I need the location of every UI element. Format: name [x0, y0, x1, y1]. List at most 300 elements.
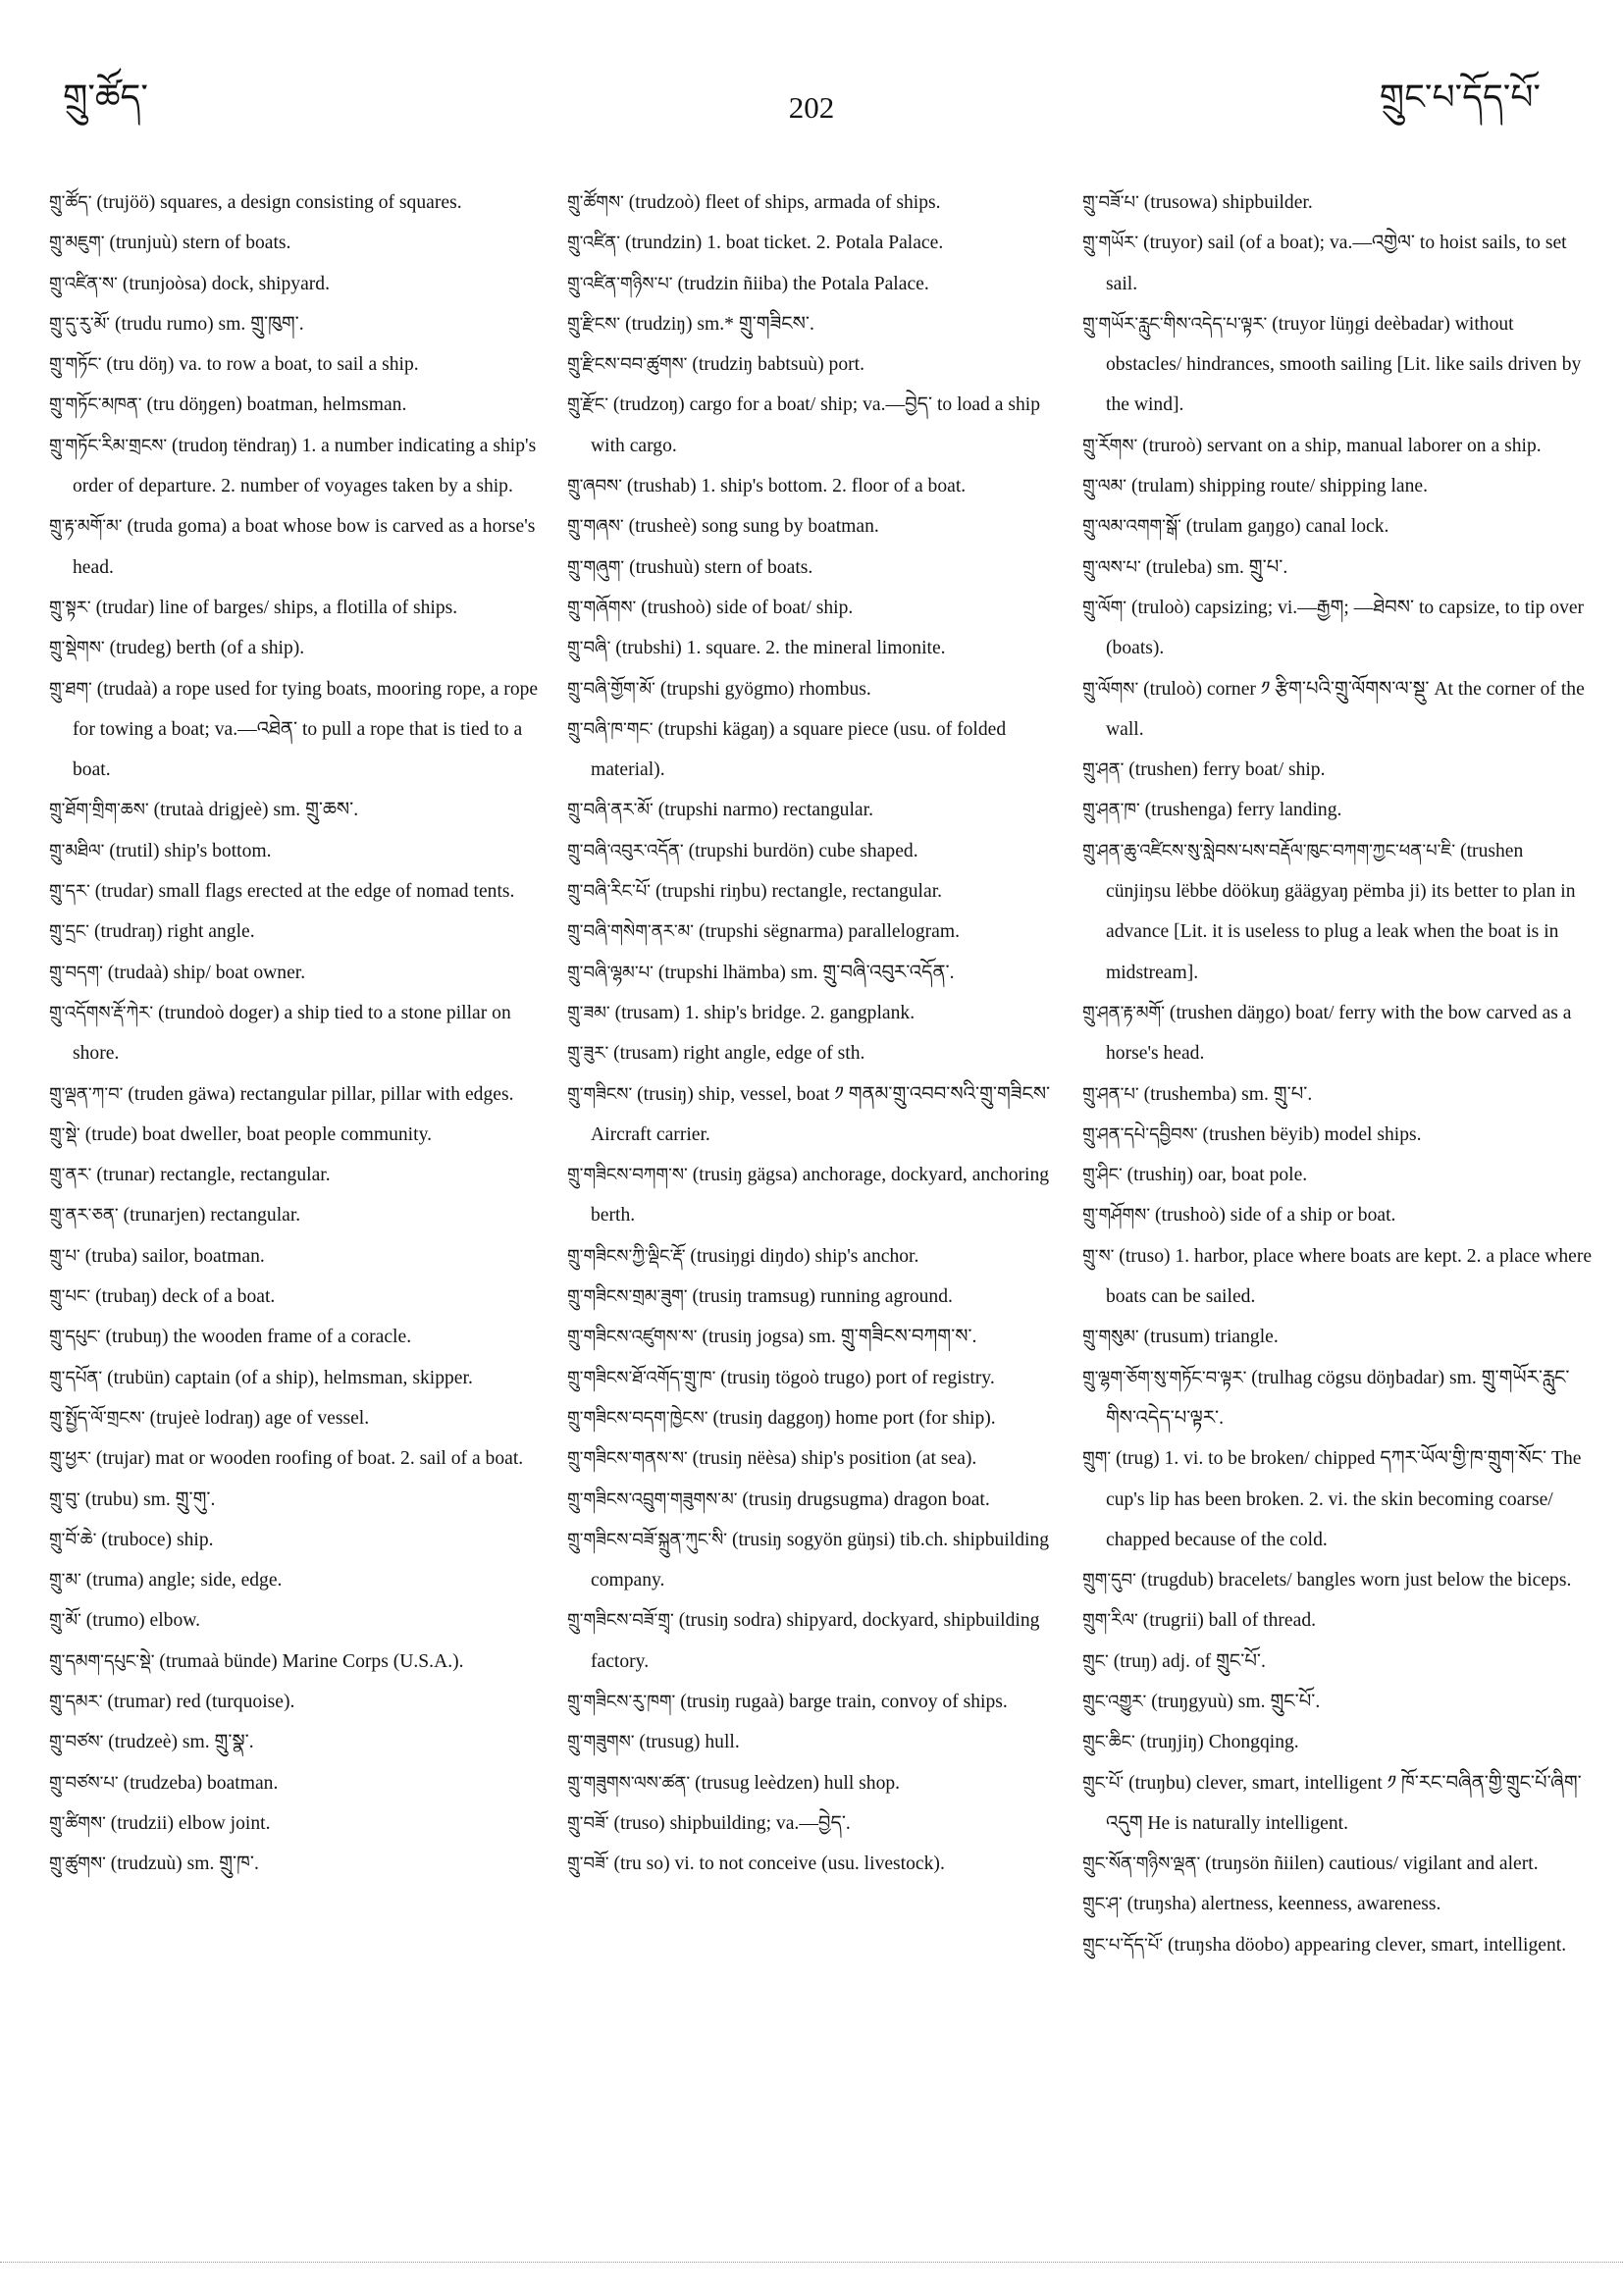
dictionary-entry [1082, 1155, 1593, 1195]
entry-headword: གྲུ་ཚོགས་ [567, 192, 624, 213]
dictionary-entry [1082, 223, 1593, 304]
entry-headword: གྲུ་པང་ [49, 1286, 91, 1308]
dictionary-entry [49, 1438, 545, 1479]
dictionary-entry [1082, 588, 1593, 669]
entry-headword: གྲུ་ཤན་རྟ་མགོ་ [1082, 1002, 1166, 1023]
entry-definition: (trusiŋ tögoò trugo) port of registry. [720, 1367, 995, 1388]
entry-headword: གྲུ་གཟིངས་བདག་ཁྱེངས་ [567, 1407, 708, 1429]
entry-definition: (trushiŋ) oar, boat pole. [1126, 1165, 1308, 1186]
dictionary-entry [567, 912, 1063, 952]
entry-headword: གྲུང་པ་དོད་པོ་ [1082, 1934, 1164, 1956]
entry-definition: (trusiŋgi diŋdo) ship's anchor. [690, 1245, 919, 1267]
entry-definition: (trugrii) ball of thread. [1142, 1610, 1317, 1632]
entry-definition: (trulam) shipping route/ shipping lane. [1130, 476, 1428, 497]
entry-headword: གྲུ་བཞི་རིང་པོ་ [567, 881, 652, 903]
dictionary-entry [49, 1763, 545, 1803]
dictionary-entry [567, 1033, 1063, 1073]
entry-definition: (trupshi lhämba) sm. གྲུ་བཞི་འབུར་འདོན་. [657, 962, 955, 983]
entry-headword: གྲུ་འདོགས་རྡོ་ཀེར་ [49, 1002, 154, 1023]
entry-headword: གྲུ་ལམ་ [1082, 476, 1127, 497]
dictionary-entry [567, 709, 1063, 791]
dictionary-entry [567, 1844, 1063, 1884]
dictionary-entry [567, 790, 1063, 830]
entry-headword: གྲུ་ཐག་ [49, 678, 92, 700]
dictionary-entry [49, 223, 545, 263]
entry-headword: གྲུ་མཇུག་ [49, 233, 105, 254]
entry-headword: གྲུ་བཞི་ཁ་གང་ [567, 718, 654, 740]
entry-headword: གྲུ་མ་ [49, 1570, 81, 1592]
entry-headword: གྲུ་གཟིངས་ཐོ་འགོད་གྲུ་ཁ་ [567, 1367, 716, 1388]
entry-headword: གྲུ་ཤན་ཁ་ [1082, 800, 1140, 821]
entry-definition: (trushen cünjiŋsu lëbbe döökuŋ gäägyaŋ pëmba ji) its better to plan in advance [Lit. it is useless to plug a leak when the boat is in midstream]. [1106, 840, 1576, 983]
entry-headword: གྲུ་ལོག་ [1082, 597, 1127, 618]
entry-definition: (trushuù) stern of boats. [629, 556, 813, 578]
entry-headword: གྲུ་བཞི་ནར་མོ་ [567, 800, 654, 821]
entry-headword: གྲུ་བུ་ [49, 1488, 80, 1510]
dictionary-entry [49, 953, 545, 993]
entry-definition: (trusam) 1. ship's bridge. 2. gangplank. [614, 1002, 916, 1023]
entry-definition: (trundoò doger) a ship tied to a stone pillar on shore. [73, 1002, 511, 1065]
entry-headword: གྲུ་དྲང་ [49, 921, 90, 943]
dictionary-entry [49, 588, 545, 628]
dictionary-entry [49, 1722, 545, 1762]
dictionary-entry [49, 1803, 545, 1844]
entry-definition: (trupshi burdön) cube shaped. [688, 840, 918, 861]
dictionary-entry [49, 1480, 545, 1520]
entry-headword: གྲུ་གཞས་ [567, 516, 624, 538]
dictionary-entry [49, 1398, 545, 1438]
entry-headword: གྲུ་མཐིལ་ [49, 840, 105, 861]
dictionary-entry [49, 790, 545, 830]
entry-definition: (trudzeè) sm. གྲུ་སྣ་. [108, 1732, 254, 1753]
entry-headword: གྲུ་གཟིངས་ [567, 1083, 633, 1105]
page-footer-rule [0, 2262, 1623, 2267]
entry-definition: (trubshi) 1. square. 2. the mineral limonite. [615, 638, 946, 659]
entry-headword: གྲུ་བཞི་ལྷམ་པ་ [567, 962, 654, 983]
dictionary-entry [49, 1600, 545, 1641]
entry-definition: (trumar) red (turquoise). [107, 1691, 295, 1712]
entry-definition: (trutil) ship's bottom. [109, 840, 272, 861]
entry-headword: གྲུ་སྟར་ [49, 597, 91, 618]
dictionary-entry [49, 1844, 545, 1884]
entry-definition: (trushemba) sm. གྲུ་པ་. [1143, 1083, 1313, 1105]
entry-headword: གྲུ་གཟིངས་གནས་ས་ [567, 1448, 688, 1470]
entry-headword: གྲུ་ནར་ཅན་ [49, 1205, 119, 1226]
entry-headword: གྲུ་གཟིངས་རུ་ཁག་ [567, 1691, 676, 1712]
entry-definition: (trushen) ferry boat/ ship. [1128, 759, 1326, 781]
entry-headword: གྲུ་དར་ [49, 881, 90, 903]
entry-headword: གྲུ་དམག་དཔུང་སྡེ་ [49, 1650, 155, 1672]
entry-definition: (trulhag cögsu döŋbadar) sm. གྲུ་གཡོར་རླུང་གིས་འདེད་པ་ལྟར་. [1106, 1367, 1570, 1429]
dictionary-entry [49, 1520, 545, 1560]
entry-headword: གྲུག་རིལ་ [1082, 1610, 1138, 1632]
dictionary-entry [567, 993, 1063, 1033]
dictionary-entry [1082, 1358, 1593, 1439]
entry-headword: གྲུ་པ་ [49, 1245, 80, 1267]
entry-definition: (truyor lüŋgi deèbadar) without obstacles/ hindrances, smooth sailing [Lit. like sails driven by the wind]. [1106, 313, 1582, 416]
entry-headword: གྲུ་དམར་ [49, 1691, 103, 1712]
entry-definition: (trusiŋ) ship, vessel, boat ༡ གནམ་གྲུ་འབབ་སའི་གྲུ་གཟིངས་ Aircraft carrier. [591, 1083, 1051, 1145]
entry-headword: གྲུ་འཛིན་ས་ [49, 273, 118, 294]
entry-headword: གྲུང་ [1082, 1650, 1109, 1672]
entry-headword: གྲུང་སོན་གཉིས་ལྡན་ [1082, 1853, 1201, 1875]
entry-headword: གྲུ་ས་ [1082, 1245, 1115, 1267]
entry-definition: (trusiŋ nëèsa) ship's position (at sea). [692, 1448, 977, 1470]
dictionary-entry [49, 1682, 545, 1722]
dictionary-entry [49, 871, 545, 912]
entry-definition: (truŋ) adj. of གྲུང་པོ་. [1113, 1650, 1266, 1672]
dictionary-entry [567, 1480, 1063, 1520]
page-number: 202 [788, 90, 835, 125]
entry-headword: གྲུ་བཟོ་ [567, 1812, 609, 1834]
entry-headword: གྲུ་སྡེགས་ [49, 638, 105, 659]
entry-headword: གྲུ་ནར་ [49, 1165, 92, 1186]
dictionary-entry [567, 223, 1063, 263]
entry-definition: (trushen bëyib) model ships. [1202, 1123, 1422, 1145]
entry-definition: (trumaà bünde) Marine Corps (U.S.A.). [159, 1650, 464, 1672]
entry-headword: གྲུ་གཟིངས་བཀག་ས་ [567, 1165, 688, 1186]
entry-definition: (trujar) mat or wooden roofing of boat. 2. sail of a boat. [95, 1448, 524, 1470]
entry-headword: གྲུ་གཤོགས་ [1082, 1205, 1151, 1226]
entry-headword: གྲུ་ཤིང་ [1082, 1165, 1123, 1186]
dictionary-entry [1082, 426, 1593, 466]
dictionary-entry [567, 385, 1063, 466]
dictionary-entry [49, 912, 545, 952]
entry-headword: གྲུ་གཟུགས་ [567, 1732, 635, 1753]
entry-headword: གྲུང་པོ་ [1082, 1772, 1125, 1794]
entry-headword: གྲུ་ཤན་ [1082, 759, 1125, 781]
dictionary-entry [49, 1317, 545, 1357]
entry-definition: (truŋsha döobo) appearing clever, smart, intelligent. [1168, 1934, 1567, 1956]
entry-definition: (truyor) sail (of a boat); va.—འགྱེལ་ to hoist sails, to set sail. [1106, 233, 1567, 294]
entry-definition: (trubün) captain (of a ship), helmsman, skipper. [107, 1367, 473, 1388]
entry-headword: གྲུ་གཟིངས་འཛུགས་ས་ [567, 1327, 698, 1348]
entry-headword: གྲུ་གཟིངས་བཟོ་གྲྭ་ [567, 1610, 674, 1632]
dictionary-entry [1082, 1682, 1593, 1722]
entry-definition: (trudu rumo) sm. གྲུ་ཁུག་. [114, 313, 304, 335]
entry-definition: (truloò) capsizing; vi.—རྒྱག; —ཐེབས་ to capsize, to tip over (boats). [1106, 597, 1585, 659]
dictionary-entry [567, 1358, 1063, 1398]
entry-headword: གྲུ་བཟོ་པ་ [1082, 192, 1139, 213]
dictionary-entry [1082, 831, 1593, 993]
dictionary-entry [567, 304, 1063, 344]
dictionary-entry [1082, 1438, 1593, 1560]
entry-headword: གྲུ་རོགས་ [1082, 435, 1138, 456]
dictionary-entry [567, 1074, 1063, 1156]
dictionary-entry [567, 953, 1063, 993]
entry-definition: (trusiŋ drugsugma) dragon boat. [742, 1488, 990, 1510]
dictionary-entry [567, 344, 1063, 385]
dictionary-entry [1082, 790, 1593, 830]
entry-definition: (trusowa) shipbuilder. [1143, 192, 1313, 213]
dictionary-entry [567, 183, 1063, 223]
entry-definition: (trushen däŋgo) boat/ ferry with the bow carved as a horse's head. [1106, 1002, 1572, 1065]
entry-definition: (trushoò) side of boat/ ship. [641, 597, 854, 618]
entry-definition: (truŋbu) clever, smart, intelligent ༡ ཁོ་རང་བཞིན་གྱི་གྲུང་པོ་ཞིག་འདུག He is naturally intelligent. [1106, 1772, 1582, 1834]
entry-headword: གྲུ་བཞི་ [567, 638, 611, 659]
column-3 [1082, 183, 1593, 1965]
dictionary-entry [49, 1642, 545, 1682]
entry-headword: གྲུ་ཟུར་ [567, 1043, 609, 1065]
entry-definition: (truma) angle; side, edge. [85, 1570, 283, 1592]
entry-headword: གྲུ་ལས་པ་ [1082, 556, 1141, 578]
dictionary-entry [567, 669, 1063, 709]
dictionary-entry [49, 1236, 545, 1277]
entry-headword: གྲུ་གཡོར་ [1082, 233, 1139, 254]
entry-definition: (tru döŋ) va. to row a boat, to sail a ship. [106, 354, 419, 376]
entry-definition: (trudziŋ babtsuù) port. [692, 354, 864, 376]
dictionary-entry [567, 466, 1063, 506]
column-1 [49, 183, 545, 1884]
entry-headword: གྲུ་སྤྱོད་ལོ་གྲངས་ [49, 1407, 145, 1429]
dictionary-entry [1082, 993, 1593, 1074]
entry-definition: (trusiŋ daggoŋ) home port (for ship). [712, 1407, 996, 1429]
entry-definition: (trudzin ñiiba) the Potala Palace. [677, 273, 929, 294]
entry-headword: གྲུ་ཚུགས་ [49, 1853, 106, 1875]
entry-definition: (trupshi narmo) rectangular. [657, 800, 873, 821]
entry-definition: (trunarjen) rectangular. [123, 1205, 301, 1226]
entry-definition: (tru so) vi. to not conceive (usu. livestock). [613, 1853, 945, 1875]
entry-definition: (trusug) hull. [639, 1732, 740, 1753]
entry-headword: གྲུ་བདག་ [49, 962, 103, 983]
entry-definition: (trusiŋ jogsa) sm. གྲུ་གཟིངས་བཀག་ས་. [702, 1327, 977, 1348]
dictionary-entry [567, 1398, 1063, 1438]
entry-definition: (trusiŋ sogyön güŋsi) tib.ch. shipbuilding company. [591, 1529, 1050, 1592]
dictionary-entry [567, 1520, 1063, 1601]
entry-headword: གྲུང་ཤ་ [1082, 1894, 1123, 1915]
entry-definition: (truŋsha) alertness, keenness, awareness. [1126, 1894, 1441, 1915]
entry-headword: གྲུག་ [1082, 1448, 1112, 1470]
entry-definition: (tru döŋgen) boatman, helmsman. [146, 394, 407, 416]
entry-definition: (trunjoòsa) dock, shipyard. [122, 273, 330, 294]
entry-definition: (trudar) line of barges/ ships, a flotilla of ships. [95, 597, 458, 618]
dictionary-entry [567, 1682, 1063, 1722]
entry-headword: གྲུ་ཐོག་གྲིག་ཆས་ [49, 800, 149, 821]
entry-definition: (trudaà) ship/ boat owner. [107, 962, 306, 983]
dictionary-entry [49, 1115, 545, 1155]
dictionary-entry [567, 1600, 1063, 1682]
entry-definition: (trutaà drigjeè) sm. གྲུ་ཆས་. [153, 800, 359, 821]
entry-definition: (trusiŋ gägsa) anchorage, dockyard, anchoring berth. [591, 1165, 1050, 1226]
entry-definition: (truŋjiŋ) Chongqing. [1139, 1732, 1299, 1753]
entry-definition: (trujöö) squares, a design consisting of squares. [96, 192, 462, 213]
dictionary-entry [567, 1317, 1063, 1357]
entry-headword: གྲུ་བཞི་འབུར་འདོན་ [567, 840, 684, 861]
entry-headword: གྲུ་ཚོད་ [49, 192, 92, 213]
entry-definition: (trudziŋ) sm.* གྲུ་གཟིངས་. [625, 313, 814, 335]
dictionary-entry [1082, 1642, 1593, 1682]
entry-headword: གྲུ་ཤན་ཆུ་འཛིངས་སུ་སླེབས་པས་བརྡོལ་ཁུང་བཀག་ཀྱང་ཕན་པ་ཇི་ [1082, 840, 1456, 861]
entry-headword: གྲུ་ཤན་དཔེ་དབྱིབས་ [1082, 1123, 1198, 1145]
dictionary-entry [1082, 183, 1593, 223]
column-2 [567, 183, 1063, 1884]
dictionary-entry [567, 548, 1063, 588]
entry-definition: (trupshi gyögmo) rhombus. [659, 678, 871, 700]
entry-definition: (trudraŋ) right angle. [93, 921, 255, 943]
dictionary-entry [49, 1074, 545, 1115]
entry-definition: (trudzii) elbow joint. [110, 1812, 271, 1834]
entry-headword: གྲུ་རྫོང་ [567, 394, 608, 416]
entry-definition: (trudar) small flags erected at the edge of nomad tents. [94, 881, 515, 903]
entry-definition: (trupshi sëgnarma) parallelogram. [698, 921, 961, 943]
entry-headword: གྲུ་ཚིགས་ [49, 1812, 106, 1834]
dictionary-entry [1082, 1925, 1593, 1965]
entry-headword: གྲུག་དུབ་ [1082, 1570, 1136, 1592]
entry-headword: གྲུ་དཔུང་ [49, 1327, 101, 1348]
header-left-headword: གྲུ་ཚོད་ [63, 78, 148, 118]
entry-headword: གྲུ་རྫིངས་བབ་ཚུགས་ [567, 354, 688, 376]
entry-headword: གྲུ་རྫིངས་ [567, 313, 621, 335]
entry-definition: (trubuŋ) the wooden frame of a coracle. [105, 1327, 412, 1348]
dictionary-entry [1082, 1600, 1593, 1641]
dictionary-entry [567, 1277, 1063, 1317]
entry-definition: (trupshi kägaŋ) a square piece (usu. of folded material). [591, 718, 1007, 781]
dictionary-entry [1082, 1884, 1593, 1924]
entry-definition: (trusum) triangle. [1143, 1327, 1279, 1348]
entry-definition: (trunjuù) stern of boats. [109, 233, 291, 254]
dictionary-entry [1082, 1195, 1593, 1235]
entry-headword: གྲུ་བཞི་གསེག་ནར་མ་ [567, 921, 695, 943]
entry-headword: གྲུ་གཟིངས་འབྲུག་གཟུགས་མ་ [567, 1488, 738, 1510]
entry-definition: (truba) sailor, boatman. [84, 1245, 265, 1267]
entry-definition: (trug) 1. vi. to be broken/ chipped དཀར་ཡོལ་གྱི་ཁ་གྲུག་སོང་ The cup's lip has been broken. 2. vi. the skin becoming coarse/ chapped because of the cold. [1106, 1448, 1582, 1550]
dictionary-entry [49, 1277, 545, 1317]
entry-definition: (truboce) ship. [101, 1529, 214, 1550]
entry-headword: གྲུ་གཏོང་མཁན་ [49, 394, 142, 416]
entry-headword: གྲུ་གཡོར་རླུང་གིས་འདེད་པ་ལྟར་ [1082, 313, 1268, 335]
entry-headword: གྲུང་འགྱུར་ [1082, 1691, 1147, 1712]
entry-definition: (trumo) elbow. [85, 1610, 201, 1632]
dictionary-entry [567, 1763, 1063, 1803]
dictionary-entry [49, 1358, 545, 1398]
dictionary-entry [49, 669, 545, 791]
dictionary-entry [567, 1722, 1063, 1762]
entry-definition: (trushenga) ferry landing. [1144, 800, 1342, 821]
dictionary-entry [567, 1438, 1063, 1479]
entry-definition: (trushoò) side of a ship or boat. [1155, 1205, 1396, 1226]
dictionary-entry [1082, 1560, 1593, 1600]
entry-headword: གྲུ་དཔོན་ [49, 1367, 103, 1388]
entry-headword: གྲུ་བཙས་པ་ [49, 1772, 119, 1794]
entry-definition: (trugdub) bracelets/ bangles worn just below the biceps. [1140, 1570, 1572, 1592]
dictionary-entry [567, 1803, 1063, 1844]
dictionary-entry [49, 628, 545, 668]
entry-definition: (trulam gaŋgo) canal lock. [1185, 516, 1389, 538]
dictionary-entry [1082, 1236, 1593, 1318]
entry-definition: (trusheè) song sung by boatman. [628, 516, 879, 538]
entry-definition: (trude) boat dweller, boat people community. [84, 1123, 432, 1145]
entry-headword: གྲུ་དུ་རུ་མོ་ [49, 313, 111, 335]
entry-headword: གྲུ་ཞབས་ [567, 476, 622, 497]
entry-headword: གྲུ་འཛིན་ [567, 233, 621, 254]
entry-definition: (trupshi riŋbu) rectangle, rectangular. [654, 881, 943, 903]
dictionary-entry [1082, 1722, 1593, 1762]
dictionary-entry [49, 831, 545, 871]
dictionary-entry [567, 628, 1063, 668]
entry-headword: གྲུ་ཤན་པ་ [1082, 1083, 1139, 1105]
entry-definition: (trudeg) berth (of a ship). [109, 638, 305, 659]
entry-headword: གྲུ་སྡེ་ [49, 1123, 80, 1145]
entry-definition: (trujeè lodraŋ) age of vessel. [149, 1407, 370, 1429]
entry-definition: (truŋsön ñiilen) cautious/ vigilant and alert. [1205, 1853, 1539, 1875]
dictionary-entry [49, 1195, 545, 1235]
dictionary-entry [49, 506, 545, 588]
dictionary-entry [1082, 466, 1593, 506]
entry-definition: (trubu) sm. གྲུ་གུ་. [84, 1488, 216, 1510]
dictionary-entry [567, 831, 1063, 871]
dictionary-entry [1082, 750, 1593, 790]
dictionary-entry [567, 1155, 1063, 1236]
dictionary-entry [1082, 1763, 1593, 1845]
entry-definition: (trudaà) a rope used for tying boats, mooring rope, a rope for towing a boat; va.—འཐེན་ to pull a rope that is tied to a boat. [73, 678, 539, 781]
dictionary-entry [1082, 506, 1593, 547]
entry-definition: (truleba) sm. གྲུ་པ་. [1145, 556, 1288, 578]
entry-headword: གྲུ་ལྡན་ཀ་བ་ [49, 1083, 124, 1105]
entry-definition: (trushab) 1. ship's bottom. 2. floor of a boat. [626, 476, 967, 497]
entry-definition: (trusiŋ sodra) shipyard, dockyard, shipbuilding factory. [591, 1610, 1040, 1672]
dictionary-entry [49, 993, 545, 1074]
entry-headword: གྲུ་གཟིངས་བཟོ་སྐྲུན་ཀུང་སི་ [567, 1529, 728, 1550]
dictionary-entry [1082, 1115, 1593, 1155]
dictionary-entry [49, 344, 545, 385]
dictionary-entry [567, 1236, 1063, 1277]
entry-headword: གྲུ་རྟ་མགོ་མ་ [49, 516, 123, 538]
entry-definition: (truloò) corner ༡ རྩིག་པའི་གྲུ་ལོགས་ལ་སྡུ་ At the corner of the wall. [1106, 678, 1585, 740]
dictionary-entry [49, 264, 545, 304]
entry-definition: (truroò) servant on a ship, manual laborer on a ship. [1142, 435, 1542, 456]
entry-headword: གྲུ་བཟོ་ [567, 1853, 609, 1875]
entry-definition: (truden gäwa) rectangular pillar, pillar with edges. [128, 1083, 514, 1105]
dictionary-entry [49, 1560, 545, 1600]
dictionary-entry [1082, 669, 1593, 751]
dictionary-entry [49, 426, 545, 507]
entry-definition: (trudzoò) fleet of ships, armada of ships. [628, 192, 941, 213]
dictionary-entry [1082, 1317, 1593, 1357]
dictionary-entry [1082, 548, 1593, 588]
dictionary-entry [1082, 1074, 1593, 1115]
dictionary-entry [49, 304, 545, 344]
entry-headword: གྲུ་གཏོང་རིམ་གྲངས་ [49, 435, 168, 456]
dictionary-entry [567, 506, 1063, 547]
entry-headword: གྲུ་བོ་ཆེ་ [49, 1529, 97, 1550]
entry-headword: གྲུ་གཏོང་ [49, 354, 102, 376]
entry-definition: (truso) shipbuilding; va.—བྱེད་. [613, 1812, 851, 1834]
entry-headword: གྲུ་མོ་ [49, 1610, 81, 1632]
entry-definition: (truda goma) a boat whose bow is carved as a horse's head. [73, 516, 536, 578]
dictionary-entry [49, 183, 545, 223]
entry-headword: གྲུ་ཕྱར་ [49, 1448, 91, 1470]
entry-headword: གྲུ་བཞི་གྱོག་མོ་ [567, 678, 655, 700]
entry-headword: གྲུ་གཟིངས་ཀྱི་ལྡིང་རྡོ་ [567, 1245, 686, 1267]
entry-headword: གྲུ་གཞུག་ [567, 556, 625, 578]
entry-definition: (trundzin) 1. boat ticket. 2. Potala Palace. [624, 233, 944, 254]
entry-headword: གྲུང་ཆིང་ [1082, 1732, 1135, 1753]
dictionary-entry [567, 588, 1063, 628]
entry-definition: (trudzuù) sm. གྲུ་ཁ་. [110, 1853, 259, 1875]
entry-headword: གྲུ་འཛིན་གཉིས་པ་ [567, 273, 673, 294]
entry-headword: གྲུ་ཟམ་ [567, 1002, 610, 1023]
entry-definition: (trusam) right angle, edge of sth. [613, 1043, 865, 1065]
dictionary-entry [49, 1155, 545, 1195]
entry-headword: གྲུ་གཟིངས་གྲམ་ཟུག་ [567, 1286, 688, 1308]
entry-definition: (trudzoŋ) cargo for a boat/ ship; va.—བྱེད་ to load a ship with cargo. [591, 394, 1041, 456]
entry-definition: (trusiŋ rugaà) barge train, convoy of ships. [680, 1691, 1008, 1712]
dictionary-entry [49, 385, 545, 425]
entry-definition: (truŋgyuù) sm. གྲུང་པོ་. [1151, 1691, 1321, 1712]
entry-headword: གྲུ་གསུམ་ [1082, 1327, 1139, 1348]
dictionary-entry [567, 264, 1063, 304]
entry-headword: གྲུ་ལྷག་ཅོག་སུ་གཏོང་བ་ལྟར་ [1082, 1367, 1247, 1388]
